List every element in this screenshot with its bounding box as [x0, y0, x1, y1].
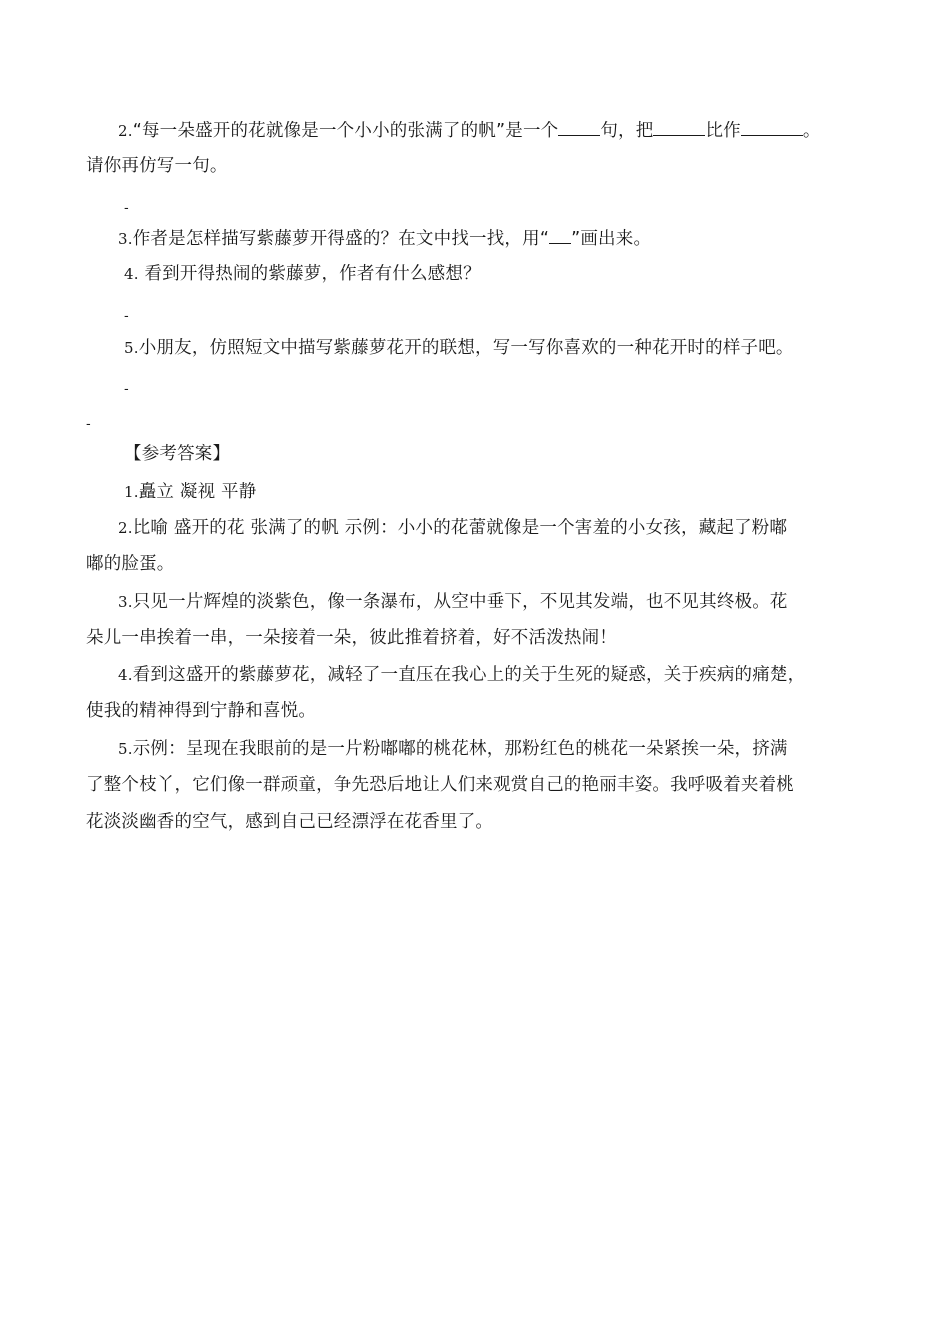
answer-placeholder-dash: - [124, 382, 129, 397]
answer-3-line-2: 朵儿一串挨着一串，一朵接着一朵，彼此推着挤着，好不活泼热闹！ [86, 628, 617, 648]
answer-1 [124, 480, 256, 504]
answer-1-number: 1. [124, 483, 139, 501]
question-2-blank-1[interactable] [558, 118, 600, 136]
question-2-line-2: 请你再仿写一句。 [86, 156, 228, 176]
answer-2-line-1 [118, 516, 787, 540]
answer-4-text-line-1: 看到这盛开的紫藤萝花，减轻了一直压在我心上的关于生死的疑惑，关于疾病的痛楚， [132, 665, 806, 685]
question-2-line-1 [118, 118, 821, 143]
question-3-text-part2: ”画出来。 [571, 229, 652, 249]
question-3-blank[interactable] [549, 226, 571, 244]
question-2-number: 2. [118, 122, 133, 140]
question-4 [124, 262, 481, 286]
question-3 [118, 226, 651, 251]
answer-1-text: 矗立 凝视 平静 [138, 482, 257, 502]
question-2-blank-2[interactable] [653, 118, 705, 136]
answer-5-number: 5. [118, 740, 133, 758]
question-2-text-part2: 句，把 [600, 121, 654, 141]
question-5 [124, 336, 794, 360]
question-2-text-part1: “每一朵盛开的花就像是一个小小的张满了的帆”是一个 [132, 121, 559, 141]
question-4-number: 4. [124, 265, 139, 283]
answer-placeholder-dash: - [124, 201, 129, 216]
answer-4-number: 4. [118, 666, 133, 684]
question-2-text-part4: 。 [802, 121, 821, 141]
answer-placeholder-dash: - [124, 309, 129, 324]
answer-2-text-line-1: 比喻 盛开的花 张满了的帆 示例：小小的花蕾就像是一个害羞的小女孩，藏起了粉嘟 [132, 518, 788, 538]
answer-3-text-line-1: 只见一片辉煌的淡紫色，像一条瀑布，从空中垂下，不见其发端，也不见其终极。花 [132, 592, 788, 612]
answer-5-line-2: 了整个枝丫，它们像一群顽童，争先恐后地让人们来观赏自己的艳丽丰姿。我呼吸着夹着桃 [86, 775, 794, 795]
answer-placeholder-dash: - [86, 417, 91, 432]
answer-2-line-2: 嘟的脸蛋。 [86, 554, 175, 574]
answer-5-line-3: 花淡淡幽香的空气，感到自己已经漂浮在花香里了。 [86, 812, 494, 832]
question-2-text-part3: 比作 [705, 121, 741, 141]
question-3-text-part1: 作者是怎样描写紫藤萝开得盛的？在文中找一找，用“ [132, 229, 550, 249]
question-5-number: 5. [124, 339, 139, 357]
answer-3-line-1 [118, 590, 788, 614]
answer-4-line-2: 使我的精神得到宁静和喜悦。 [86, 701, 317, 721]
question-3-number: 3. [118, 230, 133, 248]
answer-2-number: 2. [118, 519, 133, 537]
answer-5-text-line-1: 示例：呈现在我眼前的是一片粉嘟嘟的桃花林，那粉红色的桃花一朵紧挨一朵，挤满 [132, 739, 788, 759]
question-5-text: 小朋友，仿照短文中描写紫藤萝花开的联想，写一写你喜欢的一种花开时的样子吧。 [138, 338, 794, 358]
reference-answers-title: 【参考答案】 [124, 444, 231, 464]
question-2-blank-3[interactable] [741, 118, 803, 136]
question-4-text: 看到开得热闹的紫藤萝，作者有什么感想？ [144, 264, 481, 284]
answer-3-number: 3. [118, 593, 133, 611]
answer-5-line-1 [118, 737, 788, 761]
answer-4-line-1 [118, 663, 805, 687]
